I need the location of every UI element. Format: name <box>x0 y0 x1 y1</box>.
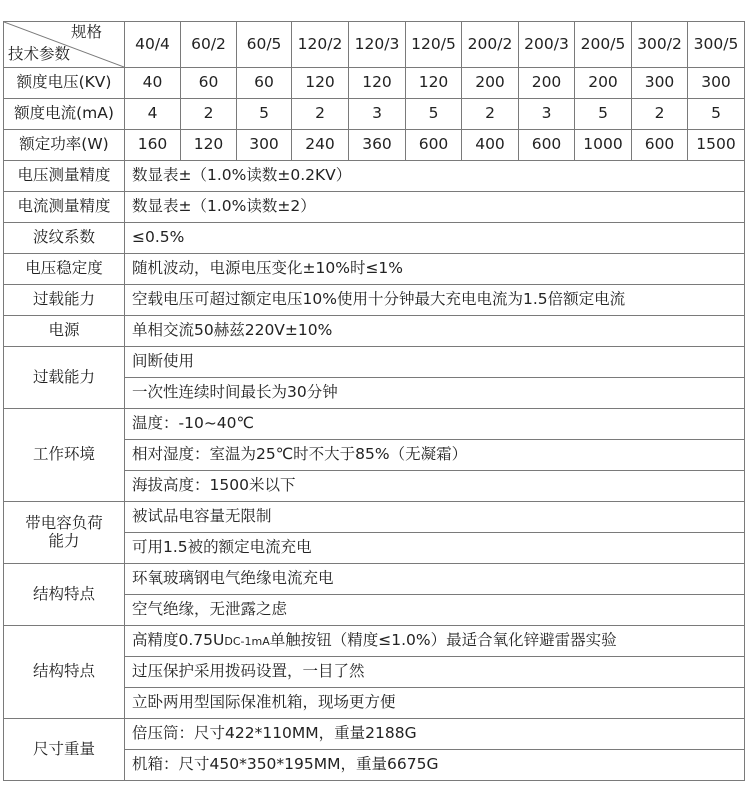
corner-label-params: 技术参数 <box>8 45 71 64</box>
table-row <box>4 719 745 750</box>
spec-value: 随机波动，电源电压变化±10%时≤1% <box>125 254 745 285</box>
row-label <box>4 502 125 564</box>
table-cell: 2 <box>181 99 237 130</box>
table-cell: 160 <box>125 130 181 161</box>
spec-value: 立卧两用型国际保准机箱，现场更方便 <box>125 688 745 719</box>
table-row <box>4 130 745 161</box>
row-label: 电压稳定度 <box>4 254 125 285</box>
table-row <box>4 564 745 595</box>
model-header: 120/5 <box>406 22 462 68</box>
table-cell: 300 <box>237 130 292 161</box>
table-cell: 2 <box>462 99 519 130</box>
table-cell: 120 <box>349 68 406 99</box>
spec-value: 相对湿度：室温为25℃时不大于85%（无凝霜） <box>125 440 745 471</box>
spec-table <box>3 21 745 781</box>
table-cell: 200 <box>519 68 575 99</box>
row-label: 结构特点 <box>4 626 125 719</box>
row-label: 额定功率(W) <box>4 130 125 161</box>
table-row <box>4 502 745 533</box>
table-row <box>4 192 745 223</box>
spec-value: 一次性连续时间最长为30分钟 <box>125 378 745 409</box>
spec-value: 间断使用 <box>125 347 745 378</box>
row-label: 过载能力 <box>4 347 125 409</box>
table-cell: 3 <box>519 99 575 130</box>
row-label: 波纹系数 <box>4 223 125 254</box>
row-label: 额度电流(mA) <box>4 99 125 130</box>
spec-value: 数显表±（1.0%读数±0.2KV） <box>125 161 745 192</box>
model-header: 200/2 <box>462 22 519 68</box>
table-row <box>4 99 745 130</box>
model-header: 60/2 <box>181 22 237 68</box>
table-cell: 1500 <box>688 130 745 161</box>
table-cell: 360 <box>349 130 406 161</box>
row-label: 过载能力 <box>4 285 125 316</box>
row-label-text: 带电容负荷能力 <box>25 513 103 550</box>
table-cell: 4 <box>125 99 181 130</box>
table-cell: 1000 <box>575 130 632 161</box>
table-cell: 5 <box>237 99 292 130</box>
table-cell: 600 <box>519 130 575 161</box>
table-cell: 3 <box>349 99 406 130</box>
model-header: 120/3 <box>349 22 406 68</box>
feature-suffix: 单触按钮（精度≤1.0%）最适合氧化锌避雷器实验 <box>269 631 617 650</box>
spec-value: 空气绝缘，无泄露之虑 <box>125 595 745 626</box>
spec-value: 机箱：尺寸450*350*195MM，重量6675G <box>125 750 745 781</box>
row-label: 电流测量精度 <box>4 192 125 223</box>
table-row <box>4 316 745 347</box>
model-header: 300/5 <box>688 22 745 68</box>
table-cell: 300 <box>632 68 688 99</box>
table-cell: 40 <box>125 68 181 99</box>
spec-value: 空载电压可超过额定电压10%使用十分钟最大充电电流为1.5倍额定电流 <box>125 285 745 316</box>
feature-subscript: DC-1mA <box>224 635 270 649</box>
table-row <box>4 68 745 99</box>
spec-value: 环氧玻璃钢电气绝缘电流充电 <box>125 564 745 595</box>
table-row <box>4 161 745 192</box>
spec-value <box>125 626 745 657</box>
table-row <box>4 223 745 254</box>
table-cell: 60 <box>237 68 292 99</box>
model-header: 60/5 <box>237 22 292 68</box>
table-cell: 200 <box>462 68 519 99</box>
spec-value: 单相交流50赫兹220V±10% <box>125 316 745 347</box>
table-cell: 240 <box>292 130 349 161</box>
table-cell: 2 <box>292 99 349 130</box>
model-header: 200/3 <box>519 22 575 68</box>
spec-value: 倍压筒：尺寸422*110MM，重量2188G <box>125 719 745 750</box>
header-row <box>4 22 745 68</box>
table-cell: 300 <box>688 68 745 99</box>
table-row <box>4 347 745 378</box>
row-label: 电源 <box>4 316 125 347</box>
table-cell: 600 <box>632 130 688 161</box>
spec-value: 数显表±（1.0%读数±2） <box>125 192 745 223</box>
table-row <box>4 254 745 285</box>
table-cell: 600 <box>406 130 462 161</box>
spec-value: 温度：-10~40℃ <box>125 409 745 440</box>
row-label: 额度电压(KV) <box>4 68 125 99</box>
model-header: 200/5 <box>575 22 632 68</box>
table-cell: 200 <box>575 68 632 99</box>
spec-value: 过压保护采用拨码设置，一目了然 <box>125 657 745 688</box>
model-header: 40/4 <box>125 22 181 68</box>
row-label: 电压测量精度 <box>4 161 125 192</box>
table-cell: 5 <box>575 99 632 130</box>
table-cell: 5 <box>406 99 462 130</box>
table-cell: 120 <box>292 68 349 99</box>
table-cell: 2 <box>632 99 688 130</box>
table-row <box>4 285 745 316</box>
table-cell: 400 <box>462 130 519 161</box>
corner-label-spec: 规格 <box>70 23 102 41</box>
table-row <box>4 626 745 657</box>
corner-header-cell <box>4 22 125 68</box>
model-header: 120/2 <box>292 22 349 68</box>
table-cell: 120 <box>406 68 462 99</box>
spec-value: 海拔高度：1500米以下 <box>125 471 745 502</box>
spec-value: 被试品电容量无限制 <box>125 502 745 533</box>
model-header: 300/2 <box>632 22 688 68</box>
table-row <box>4 409 745 440</box>
table-cell: 5 <box>688 99 745 130</box>
table-cell: 60 <box>181 68 237 99</box>
row-label: 工作环境 <box>4 409 125 502</box>
spec-value: 可用1.5被的额定电流充电 <box>125 533 745 564</box>
table-cell: 120 <box>181 130 237 161</box>
feature-prefix: 高精度0.75U <box>132 631 225 650</box>
row-label: 尺寸重量 <box>4 719 125 781</box>
spec-value: ≤0.5% <box>125 223 745 254</box>
row-label: 结构特点 <box>4 564 125 626</box>
